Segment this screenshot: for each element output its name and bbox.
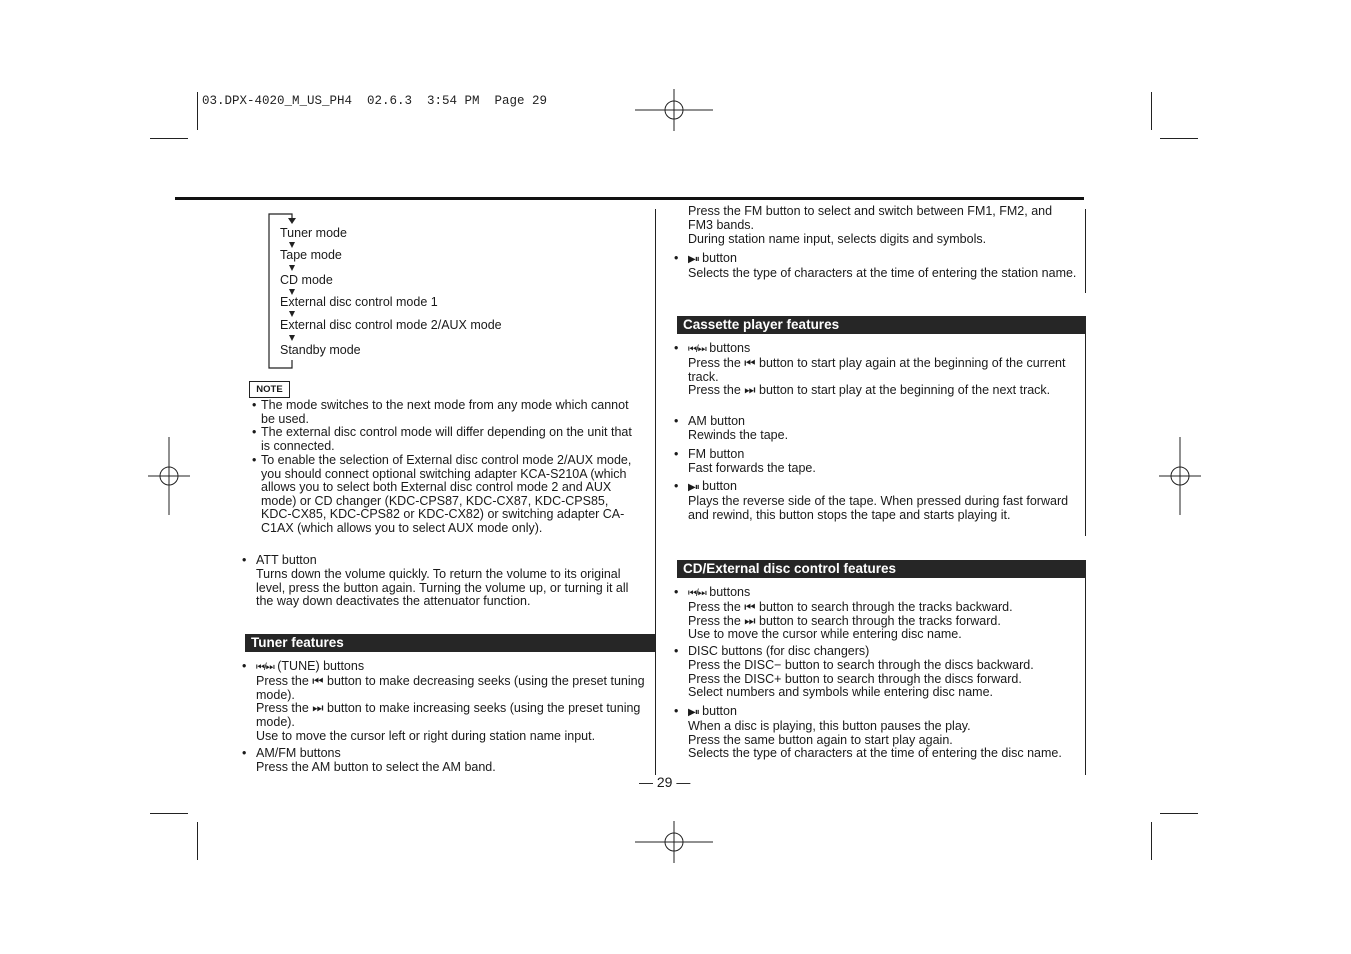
page-number: — 29 — [639,774,691,790]
crop-mark [1151,822,1152,860]
cassette-item-am: • AM button Rewinds the tape. [674,414,789,442]
cassette-item-play: • ▶⏸ button Plays the reverse side of the tape. When pressed during fast forward and rewind, this button stops the tape and starts playing it. [674,479,1069,522]
section-heading-tuner: Tuner features [245,634,655,652]
att-desc: Turns down the volume quickly. To return the volume to its original level, press the button again. Turning the volume up, or turning it all the way down deactivates the attenuator function. [256,566,629,609]
play-pause-icon: ▶⏸ [688,707,699,718]
att-button-item: • ATT button Turns down the volume quickly. To return the volume to its original level, press the button again. Turning the volume up, or turning it all the way down deactivates the attenuator function. [256,554,646,609]
cd-item-disc: • DISC buttons (for disc changers) Press the DISC− button to search through the discs backward. Press the DISC+ button to search through the discs forward. Select numbers and symbols while entering disc name. [674,644,1034,700]
play-pause-icon: ▶⏸ [688,254,699,265]
column-rule-right [1085,209,1086,293]
note-item: • To enable the selection of External disc control mode 2/AUX mode, you should connect optional switching adapter KCA-S210A (which allows you to select both External disc control mode 2 and AUX mode) or CD changer (KDC-CPS87, KDC-CX87, KDC-CPS85, KDC-CX85, KDC-CPS82 or KDC-CX82) or switching adapter CA-C1AX (which allows you to select AUX mode only). [252,453,632,535]
crop-mark [150,813,188,814]
note-item: • The mode switches to the next mode from any mode which cannot be used. [252,398,629,426]
section-heading-cd: CD/External disc control features [677,560,1086,578]
skip-buttons-icon: ⏮/⏭ [256,662,274,673]
note-item: • The external disc control mode will differ depending on the unit that is connected. [252,425,632,453]
note-badge: NOTE [249,381,290,398]
print-slug: 03.DPX-4020_M_US_PH4 02.6.3 3:54 PM Page 29 [202,94,548,108]
cd-item-play: • ▶⏸ button When a disc is playing, this button pauses the play. Press the same button again to start play again. Selects the type of characters at the time of entering the disc name. [674,704,1062,761]
registration-mark-top [635,71,713,149]
crop-mark [1160,138,1198,139]
arrow-down-icon [289,335,295,341]
att-title: ATT button [256,553,317,567]
crop-mark [150,138,188,139]
registration-mark-left [130,437,208,515]
column-divider [655,209,656,775]
cd-item-skip: • ⏮/⏭ buttons Press the ⏮ button to search through the tracks backward. Press the ⏭ button to search through the tracks forward. Use to move the cursor while entering disc name. [674,585,1013,642]
crop-mark [197,822,198,860]
registration-mark-right [1141,437,1219,515]
column-rule-right [1085,578,1086,775]
mode-item: Standby mode [280,343,361,357]
crop-mark [1160,813,1198,814]
mode-item: External disc control mode 1 [280,295,438,309]
arrow-down-icon [289,311,295,317]
arrow-down-icon [289,265,295,271]
skip-buttons-icon: ⏮/⏭ [688,344,706,355]
mode-item: CD mode [280,273,333,287]
cassette-item-fm: • FM button Fast forwards the tape. [674,447,816,475]
crop-mark [197,92,198,130]
cassette-item-skip: • ⏮/⏭ buttons Press the ⏮ button to start play again at the beginning of the current track. Press the ⏭ button to start play at the beginning of the next track. [674,341,1066,398]
tuner-item-tune: • ⏮/⏭ (TUNE) buttons Press the ⏮ button to make decreasing seeks (using the preset tuning mode). Press the ⏭ button to make increasing seeks (using the preset tuning mode). Use to move the cursor left or right during station name input. [242,659,645,743]
crop-mark [1151,92,1152,130]
play-pause-item: • ▶⏸ button Selects the type of characters at the time of entering the station name. [674,251,1077,280]
mode-item: Tape mode [280,248,342,262]
mode-item: External disc control mode 2/AUX mode [280,318,502,332]
header-rule [175,197,1084,200]
column-rule-right [1085,334,1086,536]
registration-mark-bottom [635,803,713,881]
section-heading-cassette: Cassette player features [677,316,1086,334]
skip-buttons-icon: ⏮/⏭ [688,588,706,599]
tuner-item-amfm: • AM/FM buttons Press the AM button to select the AM band. [242,746,496,774]
fm-continuation: Press the FM button to select and switch between FM1, FM2, and FM3 bands. During station name input, selects digits and symbols. [688,204,1053,246]
play-pause-icon: ▶⏸ [688,482,699,493]
mode-item: Tuner mode [280,226,347,240]
